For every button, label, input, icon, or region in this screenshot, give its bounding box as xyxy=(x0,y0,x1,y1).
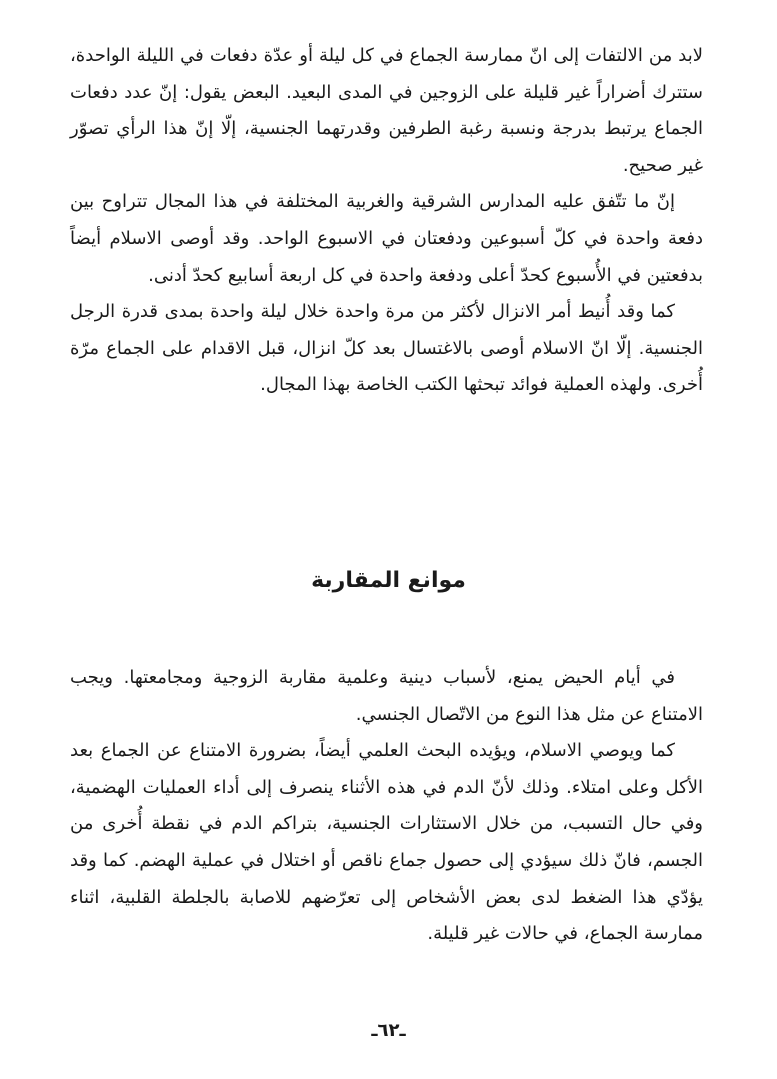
section-intro xyxy=(70,38,703,404)
paragraph-schools-agreement: إنّ ما تتّفق عليه المدارس الشرقية والغربية المختلفة في هذا المجال تتراوح بين دفعة واحدة في كلّ أسبوعين ودفعتان في الاسبوع الواحد. وقد أوصى الاسلام أيضاً بدفعتين في الأُسبوع كحدّ أعلى ودفعة واحدة في كل اربعة أسابيع كحدّ أدنى. xyxy=(70,191,703,286)
section-obstacles xyxy=(70,660,703,953)
paragraph-menstruation: في أيام الحيض يمنع، لأسباب دينية وعلمية مقاربة الزوجية ومجامعتها. ويجب الامتناع عن مثل هذا النوع من الاتّصال الجنسي. xyxy=(70,667,703,725)
section-heading: موانع المقاربة xyxy=(311,568,466,593)
paragraph-after-eating: كما ويوصي الاسلام، ويؤيده البحث العلمي أيضاً، بضرورة الامتناع عن الجماع بعد الأكل وعلى امتلاء. وذلك لأنّ الدم في هذه الأثناء ينصرف إلى أداء العمليات الهضمية، وفي حال التسبب، من خلال الاستثارات الجنسية، بتراكم الدم في نقطة أُخرى من الجسم، فانّ ذلك سيؤدي إلى حصول جماع ناقص أو اختلال في عملية الهضم. كما وقد يؤدّي هذا الضغط لدى بعض الأشخاص إلى تعرّضهم للاصابة بالجلطة القلبية، اثناء ممارسة الجماع، في حالات غير قليلة. xyxy=(70,740,703,945)
page-number: ـ٦٢ـ xyxy=(371,1020,406,1041)
paragraph-ejaculation: كما وقد أُنيط أمر الانزال لأكثر من مرة واحدة خلال ليلة واحدة بمدى قدرة الرجل الجنسية. إلّا انّ الاسلام أوصى بالاغتسال بعد كلّ انزال، قبل الاقدام على الجماع مرّة أُخرى. ولهذه العملية فوائد تبحثها الكتب الخاصة بهذا المجال. xyxy=(70,301,703,396)
paragraph-frequency: لابد من الالتفات إلى انّ ممارسة الجماع في كل ليلة أو عدّة دفعات في الليلة الواحدة، ستترك أضراراً غير قليلة على الزوجين في المدى البعيد. البعض يقول: إنّ عدد دفعات الجماع يرتبط بدرجة ونسبة رغبة الطرفين وقدرتهما الجنسية، إلّا إنّ هذا الرأي تصوّر غير صحيح. xyxy=(70,45,703,176)
